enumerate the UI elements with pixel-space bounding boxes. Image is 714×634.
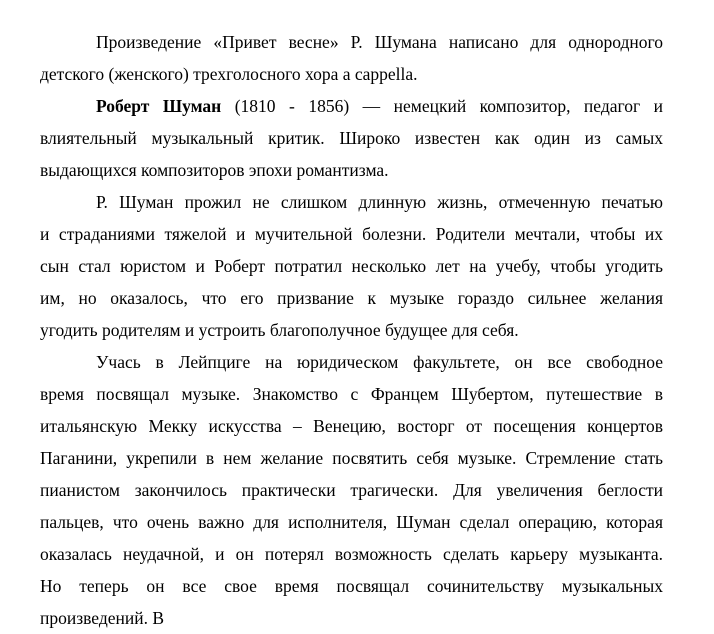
bold-name: Роберт Шуман (96, 96, 222, 116)
text-line: влиятельный музыкальный критик. Широко известен как один из самых (40, 128, 663, 148)
text-line: оказалась неудачной, и он потерял возможность сделать карьеру музыканта. (40, 544, 663, 564)
text-line: и страданиями тяжелой и мучительной болезни. Родители мечтали, чтобы их (40, 224, 663, 244)
text-line: сын стал юристом и Роберт потратил несколько лет на учебу, чтобы угодить (40, 256, 663, 276)
paragraph-2 (40, 90, 663, 186)
text-line: время посвящал музыке. Знакомство с Францем Шубертом, путешествие в (40, 384, 663, 404)
text-line: Учась в Лейпциге на юридическом факультете, он все свободное (96, 352, 663, 372)
text-line: Но теперь он все свое время посвящал сочинительству музыкальных (40, 576, 663, 596)
text-line: выдающихся композиторов эпохи романтизма. (40, 160, 389, 180)
text-span: (1810 - 1856) — немецкий композитор, педагог и (221, 96, 664, 116)
text-line: пальцев, что очень важно для исполнителя, Шуман сделал операцию, которая (40, 512, 663, 532)
text-line: Произведение «Привет весне» Р. Шумана написано для однородного (96, 32, 663, 52)
text-line: произведений. В (40, 608, 165, 628)
paragraph-3 (40, 186, 663, 346)
paragraph-1 (40, 26, 663, 90)
text-line: детского (женского) трехголосного хора a cappella. (40, 64, 418, 84)
text-line: угодить родителям и устроить благополучное будущее для себя. (40, 320, 519, 340)
paragraph-4 (40, 346, 663, 634)
document-page (40, 26, 663, 634)
text-line: итальянскую Мекку искусства – Венецию, восторг от посещения концертов (40, 416, 663, 436)
text-line: Паганини, укрепили в нем желание посвятить себя музыке. Стремление стать (40, 448, 663, 468)
text-line: им, но оказалось, что его призвание к музыке гораздо сильнее желания (40, 288, 663, 308)
text-line (40, 90, 663, 122)
text-line: пианистом закончилось практически трагически. Для увеличения беглости (40, 480, 663, 500)
text-line: Р. Шуман прожил не слишком длинную жизнь, отмеченную печатью (96, 192, 663, 212)
